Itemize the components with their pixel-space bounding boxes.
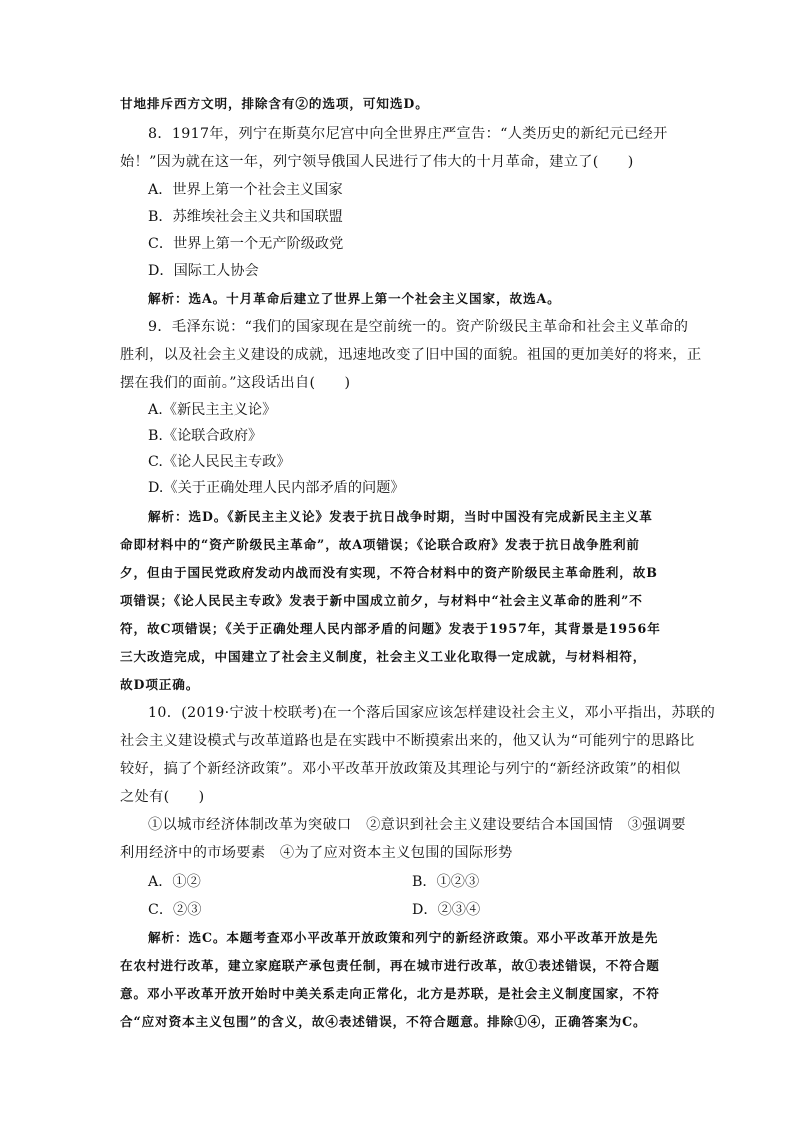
q9-stem-line-1: 9．毛泽东说：“我们的国家现在是空前统一的。资产阶级民主革命和社会主义革命的 xyxy=(148,319,689,335)
q10-statements-line-2: 利用经济中的市场要素 ④为了应对资本主义包围的国际形势 xyxy=(120,845,513,861)
q9-option-a: A.《新民主主义论》 xyxy=(148,402,277,418)
q9-option-d: D.《关于正确处理人民内部矛盾的问题》 xyxy=(148,480,405,496)
q8-stem-line-2: 始！”因为就在这一年，列宁领导俄国人民进行了伟大的十月革命，建立了( ) xyxy=(120,154,634,170)
q10-option-b: B．①②③ xyxy=(412,874,480,890)
q10-stem-line-2: 社会主义建设模式与改革道路也是在实践中不断摸索出来的，他又认为“可能列宁的思路比 xyxy=(120,733,695,749)
q8-option-c: C．世界上第一个无产阶级政党 xyxy=(148,236,344,252)
q10-stem-line-4: 之处有( ) xyxy=(120,789,205,805)
q10-option-c: C．②③ xyxy=(148,902,202,918)
q8-option-b: B．苏维埃社会主义共和国联盟 xyxy=(148,209,343,225)
q10-stem-line-1: 10．(2019·宁波十校联考)在一个落后国家应该怎样建设社会主义，邓小平指出，苏联的 xyxy=(148,705,716,721)
q9-explanation-line-2: 命即材料中的“资产阶级民主革命”，故A项错误；《论联合政府》发表于抗日战争胜利前 xyxy=(120,537,640,552)
q10-explanation-line-2: 在农村进行改革，建立家庭联产承包责任制，再在城市进行改革，故①表述错误，不符合题 xyxy=(120,958,660,973)
q10-statements-line-1: ①以城市经济体制改革为突破口 ②意识到社会主义建设要结合本国国情 ③强调要 xyxy=(148,817,686,833)
q10-explanation-line-1: 解析：选C。本题考查邓小平改革开放政策和列宁的新经济政策。邓小平改革开放是先 xyxy=(148,930,659,945)
q9-explanation-line-4: 项错误；《论人民民主专政》发表于新中国成立前夕，与材料中“社会主义革命的胜利”不 xyxy=(120,593,643,608)
q9-stem-line-3: 摆在我们的面前。”这段话出自( ) xyxy=(120,375,351,391)
q10-explanation-line-3: 意。邓小平改革开放开始时中美关系走向正常化，北方是苏联，是社会主义制度国家，不符 xyxy=(120,986,660,1001)
q8-stem-line-1: 8．1917年，列宁在斯莫尔尼宫中向全世界庄严宣告：“人类历史的新纪元已经开 xyxy=(148,126,668,142)
q8-option-a: A．世界上第一个社会主义国家 xyxy=(148,182,343,198)
q10-explanation-line-4: 合“应对资本主义包围”的含义，故④表述错误，不符合题意。排除①④，正确答案为C。 xyxy=(120,1014,647,1029)
q7-explanation-tail: 甘地排斥西方文明，排除含有②的选项，可知选D。 xyxy=(120,96,429,111)
q9-explanation-line-6: 三大改造完成，中国建立了社会主义制度，社会主义工业化取得一定成就，与材料相符， xyxy=(120,649,647,664)
q8-explanation: 解析：选A。十月革命后建立了世界上第一个社会主义国家，故选A。 xyxy=(148,291,561,306)
q9-explanation-line-5: 符，故C项错误；《关于正确处理人民内部矛盾的问题》发表于1957年，其背景是1956年 xyxy=(120,621,661,636)
q10-option-a: A．①② xyxy=(148,874,201,890)
q9-explanation-line-7: 故D项正确。 xyxy=(120,677,200,692)
q10-option-d: D．②③④ xyxy=(412,902,481,918)
q9-option-c: C.《论人民民主专政》 xyxy=(148,454,291,470)
q9-option-b: B.《论联合政府》 xyxy=(148,428,263,444)
q10-stem-line-3: 较好，搞了个新经济政策”。邓小平改革开放政策及其理论与列宁的“新经济政策”的相似 xyxy=(120,761,681,777)
q9-stem-line-2: 胜利，以及社会主义建设的成就，迅速地改变了旧中国的面貌。祖国的更加美好的将来，正 xyxy=(120,347,702,363)
q9-explanation-line-1: 解析：选D。《新民主主义论》发表于抗日战争时期，当时中国没有完成新民主主义革 xyxy=(148,509,653,524)
q9-explanation-line-3: 夕，但由于国民党政府发动内战而没有实现，不符合材料中的资产阶级民主革命胜利，故B xyxy=(120,565,658,580)
q8-option-d: D．国际工人协会 xyxy=(148,263,259,279)
